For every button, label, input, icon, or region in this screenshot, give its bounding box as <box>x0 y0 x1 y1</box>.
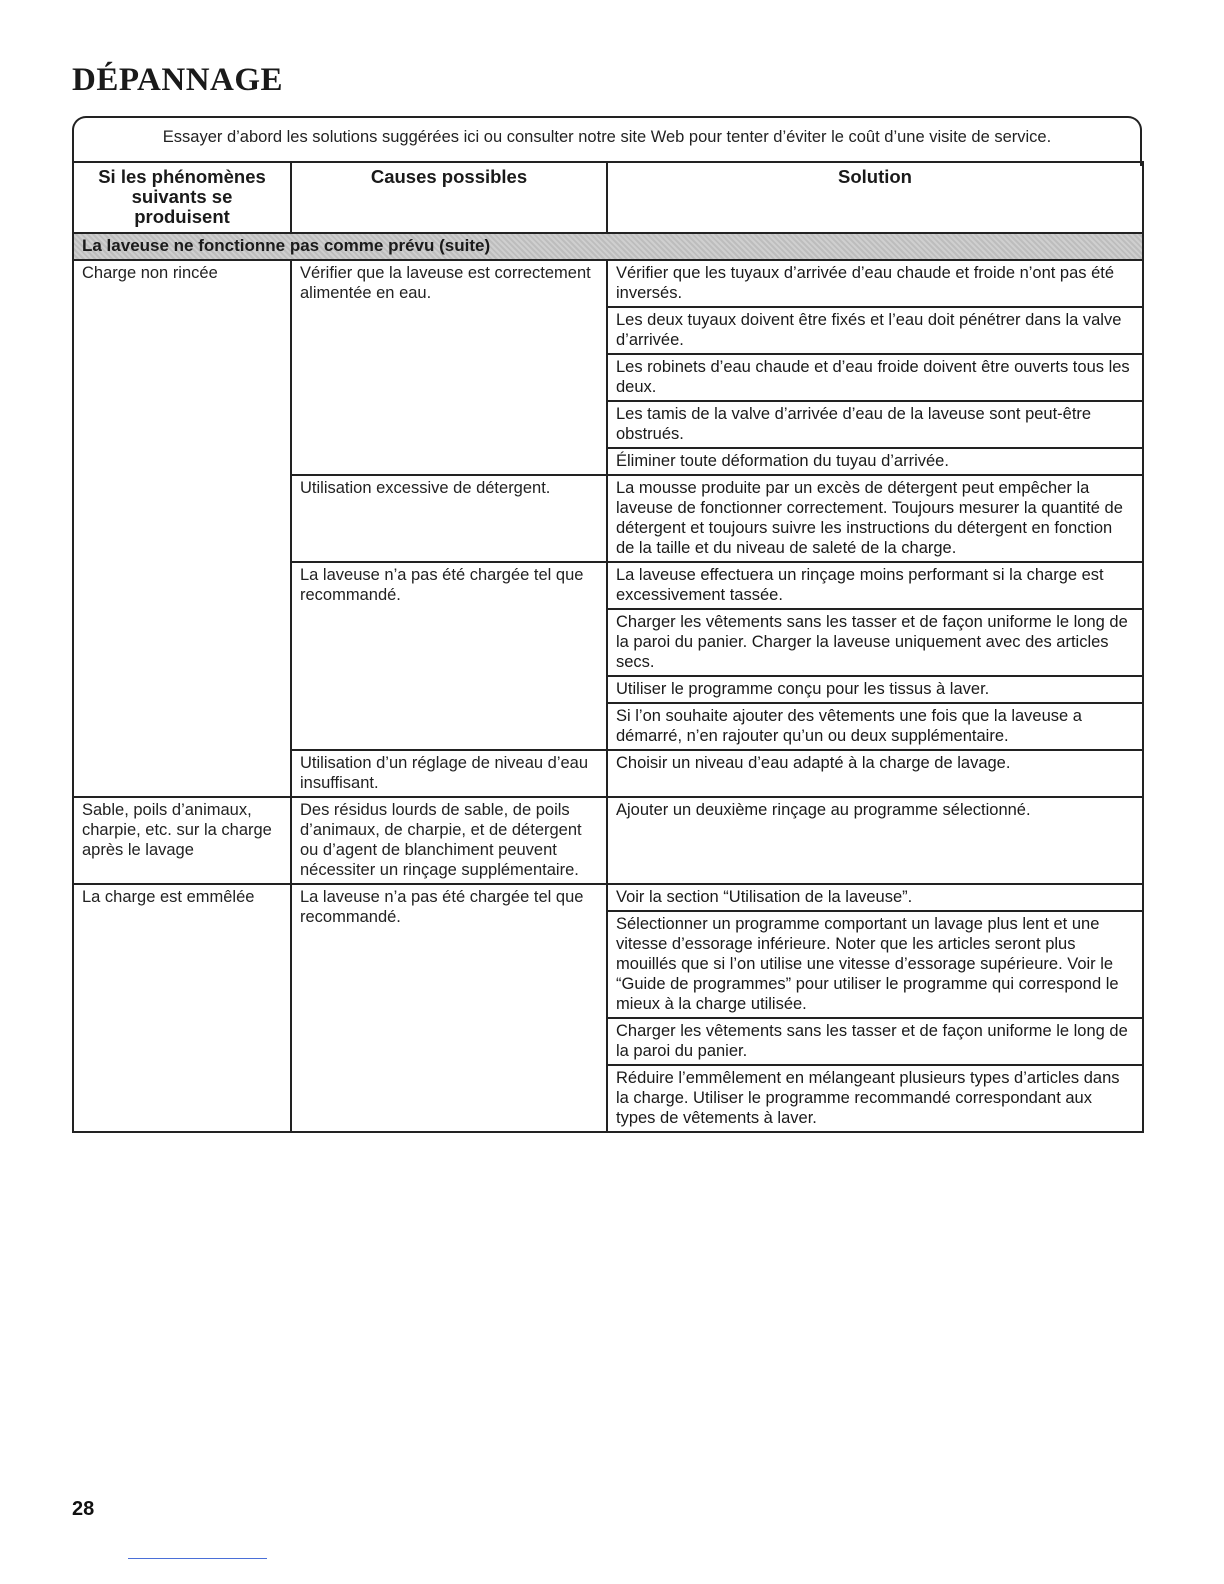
symptom-cell: La charge est emmêlée <box>73 884 291 1132</box>
table-row <box>73 260 1143 307</box>
solution-cell: La mousse produite par un excès de détergent peut empêcher la laveuse de fonctionner correctement. Toujours mesurer la quantité de détergent et toujours suivre les instructions du détergent en fonction de la taille et du niveau de saleté de la charge. <box>607 475 1143 562</box>
solution-cell: Sélectionner un programme comportant un lavage plus lent et une vitesse d’essorage inférieure. Noter que les articles seront plus mouillés que si l’on utilise une vitesse d’essorage supérieure. Voir le “Guide de programmes” pour utiliser le programme qui correspond le mieux à la charge utilisée. <box>607 911 1143 1018</box>
solution-cell: Éliminer toute déformation du tuyau d’arrivée. <box>607 448 1143 475</box>
table-row <box>73 797 1143 884</box>
solution-cell: Ajouter un deuxième rinçage au programme sélectionné. <box>607 797 1143 884</box>
solution-cell: Les deux tuyaux doivent être fixés et l’eau doit pénétrer dans la valve d’arrivée. <box>607 307 1143 354</box>
header-solution: Solution <box>607 162 1143 233</box>
header-causes: Causes possibles <box>291 162 607 233</box>
cause-cell: Utilisation excessive de détergent. <box>291 475 607 562</box>
symptom-cell: Sable, poils d’animaux, charpie, etc. sur la charge après le lavage <box>73 797 291 884</box>
section-row <box>73 233 1143 260</box>
solution-cell: Si l’on souhaite ajouter des vêtements une fois que la laveuse a démarré, n’en rajouter qu’un ou deux supplémentaire. <box>607 703 1143 750</box>
solution-cell: Choisir un niveau d’eau adapté à la charge de lavage. <box>607 750 1143 797</box>
cause-cell: Des résidus lourds de sable, de poils d’animaux, de charpie, et de détergent ou d’agent de blanchiment peuvent nécessiter un rinçage supplémentaire. <box>291 797 607 884</box>
table-row <box>73 884 1143 911</box>
cause-cell: Utilisation d’un réglage de niveau d’eau insuffisant. <box>291 750 607 797</box>
page-title: DÉPANNAGE <box>72 62 284 98</box>
solution-cell: Réduire l’emmêlement en mélangeant plusieurs types d’articles dans la charge. Utiliser le programme recommandé correspondant aux types de vêtements à laver. <box>607 1065 1143 1132</box>
solution-cell: Charger les vêtements sans les tasser et de façon uniforme le long de la paroi du panier. <box>607 1018 1143 1065</box>
solution-cell: Les tamis de la valve d’arrivée d’eau de la laveuse sont peut-être obstrués. <box>607 401 1143 448</box>
solution-cell: Utiliser le programme conçu pour les tissus à laver. <box>607 676 1143 703</box>
page-number: 28 <box>72 1498 95 1520</box>
footer-rule <box>128 1558 267 1559</box>
cause-cell: La laveuse n’a pas été chargée tel que recommandé. <box>291 562 607 750</box>
table-header-row <box>73 162 1143 233</box>
cause-cell: Vérifier que la laveuse est correctement alimentée en eau. <box>291 260 607 475</box>
solution-cell: Charger les vêtements sans les tasser et de façon uniforme le long de la paroi du panier. Charger la laveuse uniquement avec des articles secs. <box>607 609 1143 676</box>
solution-cell: Les robinets d’eau chaude et d’eau froide doivent être ouverts tous les deux. <box>607 354 1143 401</box>
header-symptoms: Si les phénomènes suivants se produisent <box>73 162 291 233</box>
intro-text: Essayer d’abord les solutions suggérées ici ou consulter notre site Web pour tenter d’éviter le coût d’une visite de service. <box>162 128 1052 146</box>
solution-cell: Vérifier que les tuyaux d’arrivée d’eau chaude et froide n’ont pas été inversés. <box>607 260 1143 307</box>
symptom-cell: Charge non rincée <box>73 260 291 797</box>
solution-cell: Voir la section “Utilisation de la laveuse”. <box>607 884 1143 911</box>
cause-cell: La laveuse n’a pas été chargée tel que recommandé. <box>291 884 607 1132</box>
troubleshooting-table <box>72 161 1144 1133</box>
section-title: La laveuse ne fonctionne pas comme prévu (suite) <box>73 233 1143 260</box>
solution-cell: La laveuse effectuera un rinçage moins performant si la charge est excessivement tassée. <box>607 562 1143 609</box>
